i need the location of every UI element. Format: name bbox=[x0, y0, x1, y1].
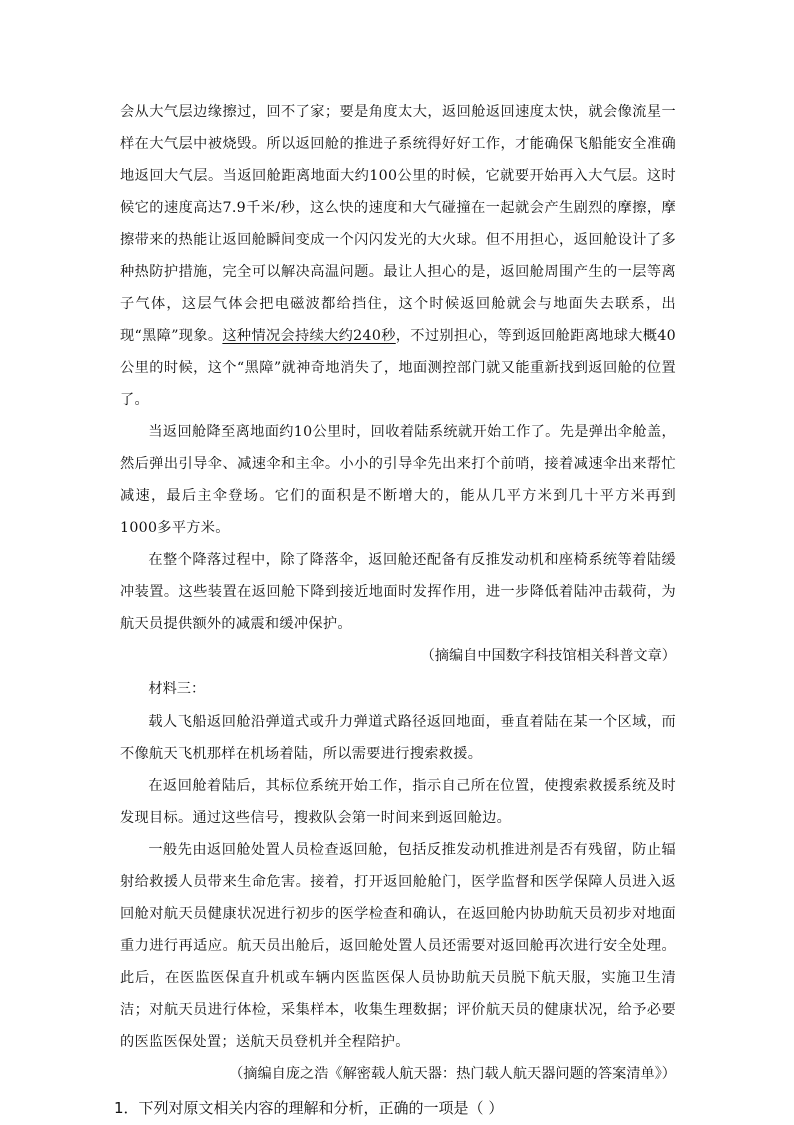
paragraph-landing-system: 当返回舱降至离地面约10公里时，回收着陆系统就开始工作了。先是弹出伞舱盖，然后弹出引导伞、减速伞和主伞。小小的引导伞先出来打个前哨，接着减速伞出来帮忙减速，最后主伞登场。它们的面积是不断增大的，能从几平方米到几十平方米再到1000多平方米。 bbox=[120, 424, 676, 536]
paragraph-beacon: 在返回舱着陆后，其标位系统开始工作，指示自己所在位置，使搜索救援系统及时发现目标。通过这些信号，搜救队会第一时间来到返回舱边。 bbox=[120, 778, 676, 826]
source-citation-2: （摘编自庞之浩《解密载人航天器：热门载人航天器问题的答案清单》） bbox=[229, 1066, 676, 1082]
paragraph-recovery-procedure: 一般先由返回舱处置人员检查返回舱，包括反推发动机推进剂是否有残留，防止辐射给救援人员带来生命危害。接着，打开返回舱舱门，医学监督和医学保障人员进入返回舱对航天员健康状况进行初步的医学检查和确认，在返回舱内协助航天员初步对地面重力进行再适应。航天员出舱后，返回舱处置人员还需要对返回舱再次进行安全处理。此后，在医监医保直升机或车辆内医监医保人员协助航天员脱下航天服，实施卫生清洁；对航天员进行体检，采集样本，收集生理数据；评价航天员的健康状况，给予必要的医监医保处置；送航天员登机并全程陪护。 bbox=[120, 842, 676, 1050]
underlined-sentence: 这种情况会持续大约240秒 bbox=[222, 328, 396, 344]
question-1: 1．下列对原文相关内容的理解和分析，正确的一项是（ ） bbox=[114, 1099, 504, 1117]
paragraph-reentry bbox=[120, 96, 676, 416]
paragraph-search-rescue: 载人飞船返回舱沿弹道式或升力弹道式路径返回地面，垂直着陆在某一个区域，而不像航天飞机那样在机场着陆，所以需要进行搜索救援。 bbox=[120, 714, 676, 762]
paragraph-reentry-text: 会从大气层边缘擦过，回不了家；要是角度太大，返回舱返回速度太快，就会像流星一样在大气层中被烧毁。所以返回舱的推进子系统得好好工作，才能确保飞船能安全准确地返回大气层。当返回舱距离地面大约100公里的时候，它就要开始再入大气层。这时候它的速度高达7.9千米/秒，这么快的速度和大气碰撞在一起就会产生剧烈的摩擦，摩擦带来的热能让返回舱瞬间变成一个闪闪发光的大火球。但不用担心，返回舱设计了多种热防护措施，完全可以解决高温问题。最让人担心的是，返回舱周围产生的一层等离子气体，这层气体会把电磁波都给挡住，这个时候返回舱就会与地面失去联系，出现“黑障”现象。 bbox=[120, 104, 676, 344]
paragraph-buffer-devices: 在整个降落过程中，除了降落伞，返回舱还配备有反推发动机和座椅系统等着陆缓冲装置。这些装置在返回舱下降到接近地面时发挥作用，进一步降低着陆冲击载荷，为航天员提供额外的减震和缓冲保护。 bbox=[120, 552, 676, 632]
paragraph-reentry-text-end: ，不过别担心，等到返回舱距离地球大概40公里的时候，这个“黑障”就神奇地消失了，地面测控部门就又能重新找到返回舱的位置了。 bbox=[120, 328, 676, 408]
material-three-label: 材料三： bbox=[148, 681, 206, 697]
source-citation-1: （摘编自中国数字科技馆相关科普文章） bbox=[420, 648, 676, 664]
